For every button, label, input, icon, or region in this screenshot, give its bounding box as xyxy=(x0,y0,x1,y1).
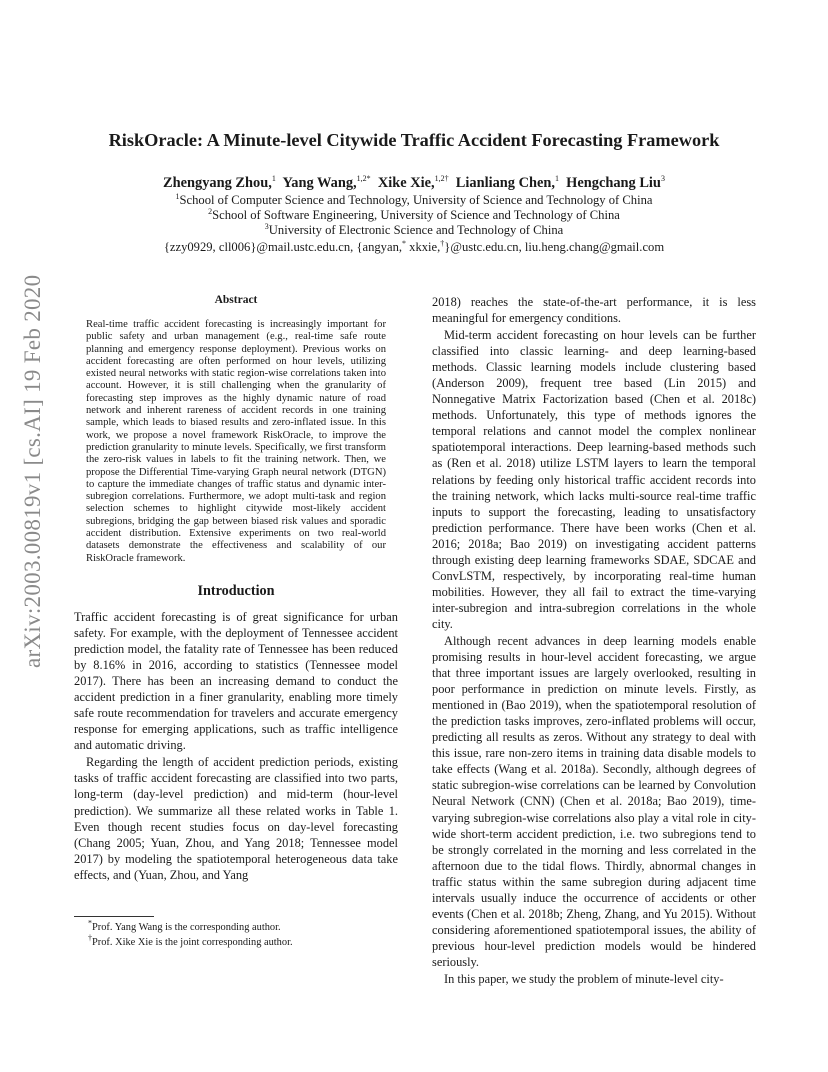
body-paragraph: Traffic accident forecasting is of great significance for urban safety. For example, with the deployment of Tennessee accident prediction model, the fatality rate of Tennessee has been reduced by 8.16% in 2016, according to statistics (Tennessee model 2017). There has been an increasing demand to conduct the accident prediction in a finer granularity, enabling more timely safe route recommendation for travelers and accurate emergency response for emerging applications, such as traffic intelligence and automatic driving. xyxy=(74,609,398,753)
footnotes xyxy=(74,920,398,950)
body-paragraph: 2018) reaches the state-of-the-art performance, it is less meaningful for emergency conditions. xyxy=(432,295,756,326)
footnote: †Prof. Xike Xie is the joint corresponding author. xyxy=(88,933,293,948)
body-paragraph: Regarding the length of accident prediction periods, existing tasks of traffic accident forecasting are classified into two parts, long-term (day-level prediction) and mid-term (hour-level prediction). We summarize all these related works in Table 1. Even though recent studies focus on day-level forecasting (Chang 2005; Yuan, Zhou, and Yang 2018; Tennessee model 2017) by modeling the spatiotemporal heterogeneous data take effects, and (Yuan, Zhou, and Yang xyxy=(74,755,398,882)
author: Xike Xie,$^{1,2\dagger}$ xyxy=(377,174,449,191)
arxiv-identifier-text: arXiv:2003.00819v1 [cs.AI] 19 Feb 2020 xyxy=(20,274,45,668)
paper-title: RiskOracle: A Minute-level Citywide Traffic Accident Forecasting Framework xyxy=(108,130,720,150)
abstract-text: Real-time traffic accident forecasting is increasingly important for public safety and urban management (e.g., real-time safe route planning and emergency response deployment). Previous works on accident forecasting are often performed on hour levels, utilizing existed neural networks with static region-wise correlations taken into account. However, it is still challenging when the granularity of forecasting step improves as the highly dynamic nature of road network and inherent rareness of accident records in one training sample, which leads to biased results and zero-inflated issue. In this work, we propose a novel framework RiskOracle, to improve the prediction granularity to minute levels. Specifically, we first transform the zero-risk values in labels to fit the training network. Then, we propose the Differential Time-varying Graph neural network (DTGN) to capture the immediate changes of traffic status and dynamic inter-subregion correlations. Furthermore, we adopt multi-task and region selection schemes to highlight citywide most-likely accident subregions, bridging the gap between biased risk values and sporadic accident distribution. Extensive experiments on two real-world datasets demonstrate the effectiveness and scalability of our RiskOracle framework. xyxy=(86,319,386,564)
body-paragraph: Mid-term accident forecasting on hour levels can be further classified into classic learning- and deep learning-based methods. Classic learning models include clustering based (Anderson 2009), frequent tree based (Lin 2015) and Nonnegative Matrix Factorization based (Chen et al. 2018c) methods. Unfortunately, this type of methods ignores the temporal relations and cannot model the complex nonlinear spatiotemporal interactions. Deep learning-based methods such as (Ren et al. 2018) utilize LSTM layers to learn the temporal relations by feeding only historical traffic accident records into the training network, which lacks multi-source real-time traffic inputs to support the forecasting, leading to unsatisfactory prediction performance. There have been works (Chen et al. 2016; 2018a; Bao 2019) on investigating accident patterns through existing deep learning frameworks SDAE, SDCAE and ConvLSTM, respectively, by incorporating real-time human mobilities. However, they all fail to extract the time-varying inter-subregion and intra-subregion correlations in the whole city. xyxy=(432,328,756,631)
affiliation-3: $^3$University of Electronic Science and Technology of China xyxy=(264,221,564,237)
author: Zhengyang Zhou,$^1$ xyxy=(163,174,276,191)
abstract-heading: Abstract xyxy=(214,294,258,306)
author-emails: {zzy0929, cll006}@mail.ustc.edu.cn, {angyan,* xkxie,†}@ustc.edu.cn, liu.heng.chang@gmail.com xyxy=(163,238,665,254)
footnote-divider xyxy=(74,916,154,917)
body-paragraph: In this paper, we study the problem of minute-level city- xyxy=(444,971,724,986)
introduction-heading: Introduction xyxy=(197,582,275,599)
body-paragraph: Although recent advances in deep learning models enable promising results in hour-level accident forecasting, we argue that three important issues are largely overlooked, resulting in poor performance in prediction on minute levels. Firstly, as mentioned in (Bao 2019), when the spatiotemporal resolution of the prediction tasks improves, zero-inflated problems will occur, predicting all results as zeros. Without any strategy to deal with this issue, rare non-zero items in training data disable models to take effects (Wang et al. 2018a). Secondly, although degrees of static subregion-wise correlations can be learned by Convolution Neural Network (CNN) (Chen et al. 2018a; Bao 2019), time-varying subregion-wise correlations also play a vital role in city-wide short-term accident prediction, i.e. two subregions tend to be strongly correlated in the morning and less correlated in the afternoon due to the tidal flows. Thirdly, abnormal changes in traffic status within the same subregion during adjacent time intervals usually induce the occurrence of accidents or other events (Chen et al. 2018b; Zheng, Zhang, and Yu 2015). Without considering aforementioned spatiotemporal issues, the ability of previous hour-level prediction models would be hindered seriously. xyxy=(432,633,756,969)
right-column xyxy=(432,294,756,987)
left-column xyxy=(74,294,398,883)
author: Yang Wang,$^{1,2*}$ xyxy=(282,174,371,191)
author-list xyxy=(60,175,768,192)
author: Hengchang Liu$^3$ xyxy=(566,174,665,191)
author: Lianliang Chen,$^1$ xyxy=(455,174,559,191)
affiliation-1: $^1$School of Computer Science and Technology, University of Science and Technology of China xyxy=(175,191,653,207)
footnote: *Prof. Yang Wang is the corresponding author. xyxy=(88,918,281,933)
affiliation-2: $^2$School of Software Engineering, University of Science and Technology of China xyxy=(208,206,620,222)
